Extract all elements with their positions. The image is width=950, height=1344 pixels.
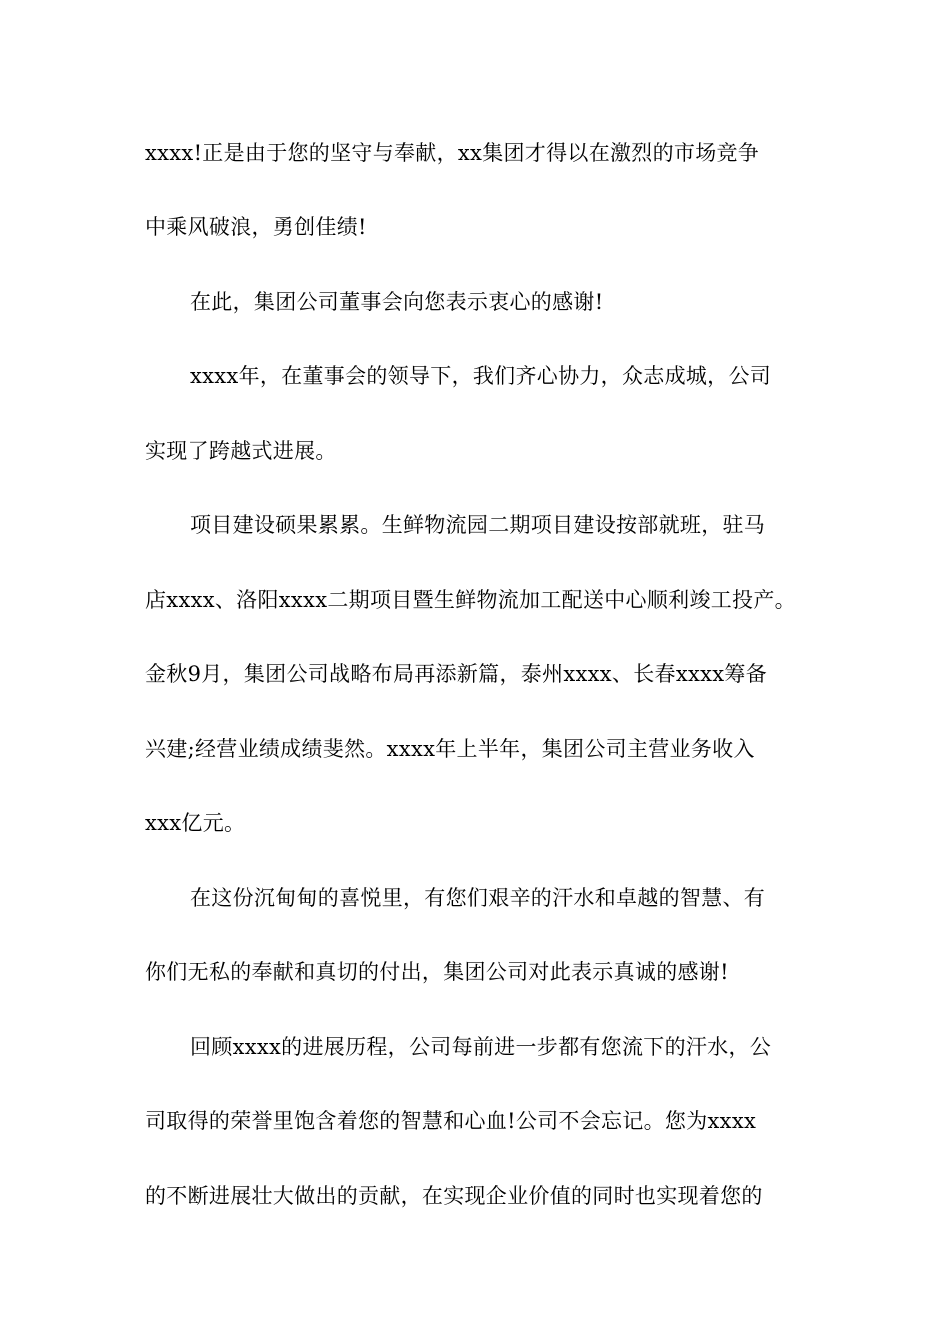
text-line: 店xxxx、洛阳xxxx二期项目暨生鲜物流加工配送中心顺利竣工投产。 bbox=[145, 588, 796, 612]
text-line: 兴建;经营业绩成绩斐然。xxxx年上半年，集团公司主营业务收入 bbox=[145, 737, 755, 761]
paragraph-start: 在此，集团公司董事会向您表示衷心的感谢! bbox=[190, 290, 604, 314]
text-line: 你们无私的奉献和真切的付出，集团公司对此表示真诚的感谢! bbox=[145, 960, 729, 984]
paragraph-start: 回顾xxxx的进展历程，公司每前进一步都有您流下的汗水，公 bbox=[190, 1035, 772, 1059]
text-line: 司取得的荣誉里饱含着您的智慧和心血!公司不会忘记。您为xxxx bbox=[145, 1109, 757, 1133]
text-line: 实现了跨越式进展。 bbox=[145, 439, 337, 463]
text-line: xxxx!正是由于您的坚守与奉献，xx集团才得以在激烈的市场竞争 bbox=[145, 141, 760, 165]
paragraph-start: 项目建设硕果累累。生鲜物流园二期项目建设按部就班，驻马 bbox=[190, 513, 766, 537]
text-line: 中乘风破浪，勇创佳绩! bbox=[145, 215, 367, 239]
text-line: 金秋9月，集团公司战略布局再添新篇，泰州xxxx、长春xxxx筹备 bbox=[145, 662, 768, 686]
paragraph-start: xxxx年，在董事会的领导下，我们齐心协力，众志成城，公司 bbox=[190, 364, 772, 388]
text-line: 的不断进展壮大做出的贡献，在实现企业价值的同时也实现着您的 bbox=[145, 1184, 763, 1208]
paragraph-start: 在这份沉甸甸的喜悦里，有您们艰辛的汗水和卓越的智慧、有 bbox=[190, 886, 766, 910]
text-line: xxx亿元。 bbox=[145, 811, 246, 835]
